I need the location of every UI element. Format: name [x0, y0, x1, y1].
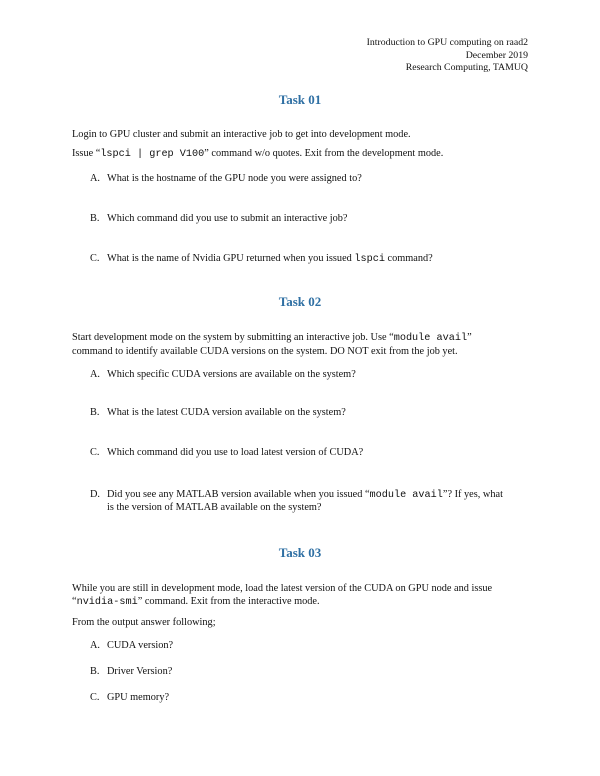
task-02-title: Task 02	[278, 294, 322, 309]
task-01-intro-line2: Issue “lspci | grep V100” command w/o quotes. Exit from the development mode.	[72, 148, 444, 161]
task-03-intro-line2: “nvidia-smi” command. Exit from the interactive mode.	[72, 596, 320, 609]
task-02-intro-line2: command to identify available CUDA versions on the system. DO NOT exit from the job yet.	[72, 346, 458, 358]
task-02-intro	[72, 331, 542, 359]
header-date: December 2019	[465, 49, 528, 61]
task-01-title: Task 01	[278, 92, 322, 107]
code-nvidia-smi: nvidia-smi	[76, 597, 138, 609]
header-course-title: Introduction to GPU computing on raad2	[366, 37, 528, 48]
page-header	[367, 37, 528, 75]
task-03-title: Task 03	[278, 545, 322, 560]
task-01-intro	[72, 128, 542, 162]
task-03-intro-line1: While you are still in development mode, load the latest version of the CUDA on GPU node and issue	[72, 583, 493, 594]
document-page: Introduction to GPU computing on raad2 December 2019 Research Computing, TAMUQ Task 01 Login to GPU cluster and submit an interactive job to get into development mode. Issue “lspci | grep V100” command w/o quotes. Exit from the development mode. A. What is the hostname of the GPU node you were assigned to? B. Which command did you use to submit an interactive job? C. What is the name of Nvidia GPU returned when you issued lspci command? Task 02 Start development mode on the system by submitting an interactive job. Use “module avail” command to identify available CUDA versions on the system. DO NOT exit from the job yet. A. Which specific CUDA versions are available on the system? B. What is the latest CUDA version available on the system? C. Which command did you use to load latest version of CUDA? D. Did you see any MATLAB version available when you issued “module avail”? If yes, what is the version of MATLAB available on the system? Task 03 While you are still in development mode, load the latest version of the CUDA on GPU node and issue “nvidia-smi” command. Exit from the interactive mode. From the output answer following; A. CUDA version? B. Driver Version? C. GPU memory?	[0, 0, 600, 776]
code-lspci: lspci	[354, 254, 385, 265]
task-02-intro-line1: Start development mode on the system by submitting an interactive job. Use “module avail”	[72, 332, 472, 344]
code-module-avail-2: module avail	[369, 490, 443, 501]
code-lspci-grep: lspci | grep V100	[100, 149, 205, 161]
header-organization: Research Computing, TAMUQ	[405, 62, 528, 74]
task-03-intro-line3: From the output answer following;	[72, 616, 216, 628]
task-03-intro	[72, 582, 542, 629]
task-01-intro-line1: Login to GPU cluster and submit an interactive job to get into development mode.	[72, 129, 411, 140]
code-module-avail: module avail	[393, 333, 468, 344]
